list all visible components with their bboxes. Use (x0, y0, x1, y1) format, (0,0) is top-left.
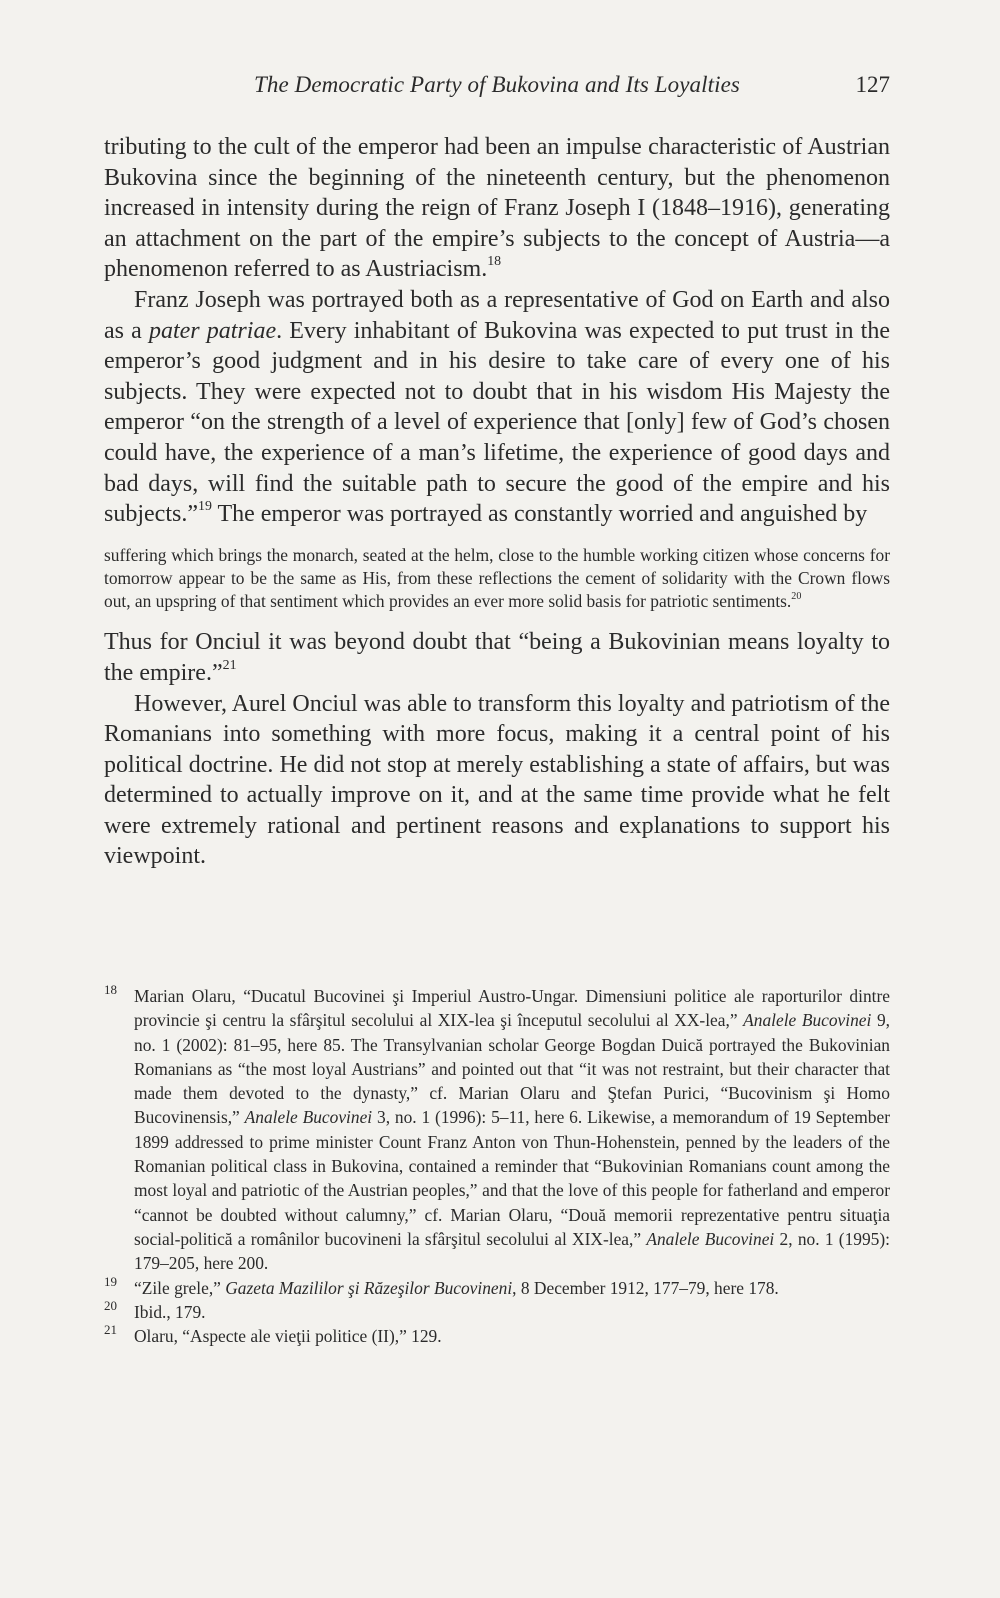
footnote-18 (104, 984, 890, 1276)
footnote-number: 18 (104, 982, 117, 997)
footnote-number: 19 (104, 1273, 117, 1289)
running-title: The Democratic Party of Bukovina and Its Loyalties (253, 72, 740, 97)
running-header (104, 72, 890, 108)
paragraph-2-text-c: The emperor was portrayed as constantly worried and anguished by (211, 501, 868, 528)
footnote-number: 20 (104, 1297, 117, 1313)
footnote-ref-19: 19 (197, 499, 212, 514)
paragraph-4-text: However, Aurel Onciul was able to transform this loyalty and patriotism of the Romanians into something with more focus, making it a central point of his political doctrine. He did not stop at merely establishing a state of affairs, but was determined to actually improve on it, and at the same time provide what he felt were extremely rational and pertinent reasons and explanations to support his viewpoint. (104, 690, 890, 870)
main-text (104, 132, 890, 872)
footnote-text: Olaru, “Aspecte ale vieţii politice (II),” 129. (134, 1326, 442, 1347)
footnote-text: , 8 December 1912, 177–79, here 178. (512, 1277, 779, 1298)
footnote-number: 21 (104, 1322, 117, 1338)
paragraph-2-italic: pater patriae (148, 317, 277, 344)
paragraph-2-text-b: . Every inhabitant of Bukovina was expected to put trust in the emperor’s good judgment and in his desire to take care of every one of his subjects. They were expected not to doubt that in his wisdom His Majesty the emperor “on the strength of a level of experience that [only] few of God’s chosen could have, the experience of a man’s lifetime, the experience of good days and bad days, will find the suitable path to secure the good of the empire and his subjects.” (104, 317, 890, 528)
footnote-ref-21: 21 (222, 657, 237, 673)
journal-title: Analele Bucovinei (646, 1228, 775, 1249)
footnote-text: 3, no. 1 (1996): 5–11, here 6. Likewise, a memorandum of 19 September 1899 addressed to prime minister Count Franz Anton von Thun-Hohenstein, penned by the leaders of the Romanian political class in Bukovina, contained a reminder that “Bukovinian Romanians count among the most loyal and patriotic of the Austrian peoples,” and that the love of this people for fatherland and emperor “cannot be doubted without calumny,” cf. Marian Olaru, “Două memorii reprezentative pentru situaţia social-politică a românilor bucovineni la sfârşitul secolului al XIX-lea,” (134, 1107, 890, 1249)
footnote-19 (104, 1273, 890, 1300)
page-number: 127 (855, 72, 890, 97)
paragraph-2 (104, 285, 890, 530)
paragraph-3-text: Thus for Onciul it was beyond doubt that “being a Bukovinian means loyalty to the empire.” (104, 629, 890, 686)
journal-title: Analele Bucovinei (743, 1010, 872, 1031)
footnote-ref-20: 20 (791, 591, 802, 603)
footnote-text: Ibid., 179. (134, 1301, 206, 1322)
footnote-text: Marian Olaru, “Ducatul Bucovinei şi Imperiul Austro-Ungar. Dimensiuni politice ale raporturilor dintre provincie şi centru la sfârşitul secolului al XIX-lea şi începutul secolului al XX-lea,” (134, 986, 890, 1031)
footnote-text: 2, no. 1 (1995): 179–205, here 200. (134, 1228, 890, 1274)
block-quote-text (104, 544, 890, 614)
block-quote (104, 544, 890, 614)
paragraph-1 (104, 132, 890, 285)
footnote-ref-18: 18 (487, 254, 502, 270)
paragraph-3 (104, 627, 890, 688)
footnote-text: “Zile grele,” (134, 1277, 226, 1298)
footnotes (104, 984, 890, 1348)
footnote-text: 9, no. 1 (2002): 81–95, here 85. The Transylvanian scholar George Bogdan Duică portrayed the Bukovinian Romanians as “the most loyal Austrians” and pointed out that “it was not restraint, but their character that made them devoted to the dynasty,” cf. Marian Olaru and Ştefan Purici, “Bucovinism şi Homo Bucovinensis,” (134, 1010, 890, 1128)
paragraph-4 (104, 689, 890, 873)
journal-title: Gazeta Mazililor şi Răzeşilor Bucovineni (225, 1277, 513, 1298)
paragraph-2-text-a: Franz Joseph was portrayed both as a representative of God on Earth and also as a (104, 286, 890, 344)
footnote-21 (104, 1324, 890, 1348)
paragraph-1-text: tributing to the cult of the emperor had been an impulse characteristic of Austrian Bukovina since the beginning of the nineteenth century, but the phenomenon increased in intensity during the reign of Franz Joseph I (1848–1916), generating an attachment on the part of the empire’s subjects to the concept of Austria—a phenomenon referred to as Austriacism. (104, 134, 890, 283)
journal-title: Analele Bucovinei (244, 1107, 373, 1128)
block-quote-body: suffering which brings the monarch, seated at the helm, close to the humble working citizen whose concerns for tomorrow appear to be the same as His, from these reflections the cement of solidarity with the Crown flows out, an upspring of that sentiment which provides an ever more solid basis for patriotic sentiments. (104, 544, 890, 612)
footnote-20 (104, 1297, 890, 1324)
